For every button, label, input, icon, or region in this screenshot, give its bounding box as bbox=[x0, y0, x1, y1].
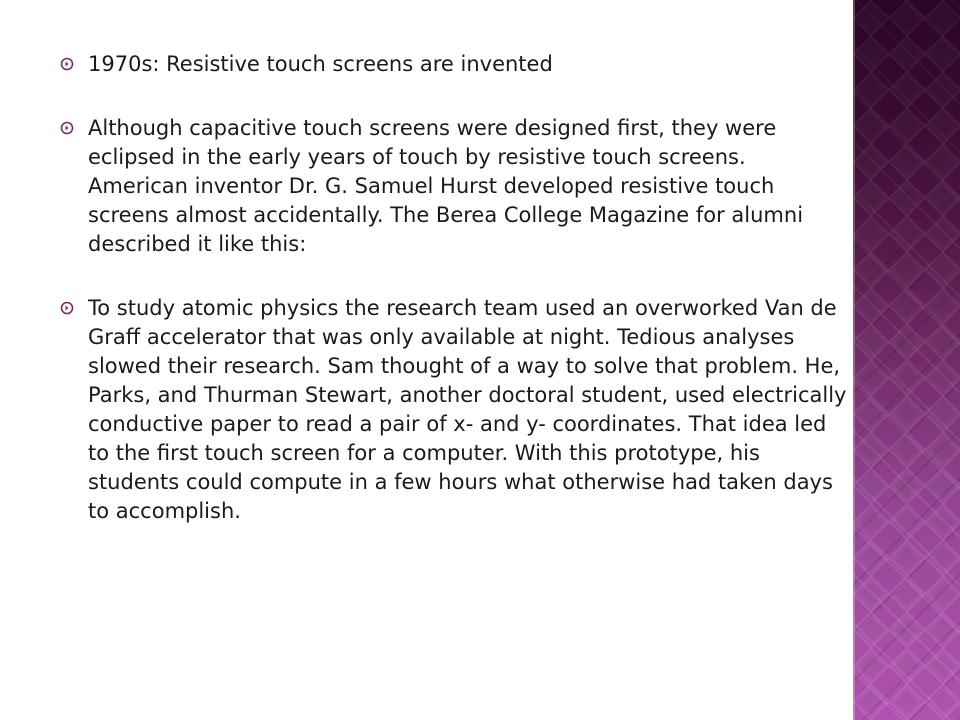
bullet-text: 1970s: Resistive touch screens are invented bbox=[88, 52, 553, 76]
slide-content bbox=[60, 50, 850, 561]
bullet-text: Although capacitive touch screens were designed first, they were eclipsed in the early years of touch by resistive touch screens. American inventor Dr. G. Samuel Hurst developed resistive touch screens almost accidentally. The Berea College Magazine for alumni described it like this: bbox=[88, 116, 804, 256]
diamond-pattern bbox=[853, 0, 960, 720]
circle-bullet-icon bbox=[60, 301, 74, 315]
bullet-item bbox=[60, 114, 850, 259]
circle-bullet-icon bbox=[60, 121, 74, 135]
bullet-item bbox=[60, 50, 850, 79]
bullet-item bbox=[60, 294, 850, 526]
bullet-text: To study atomic physics the research team used an overworked Van de Graff accelerator that was only available at night. Tedious analyses slowed their research. Sam thought of a way to solve that problem. He, Parks, and Thurman Stewart, another doctoral student, used electrically conductive paper to read a pair of x- and y- coordinates. That idea led to the first touch screen for a computer. With this prototype, his students could compute in a few hours what otherwise had taken days to accomplish. bbox=[88, 296, 847, 523]
decorative-side-panel bbox=[853, 0, 960, 720]
circle-bullet-icon bbox=[60, 57, 74, 71]
